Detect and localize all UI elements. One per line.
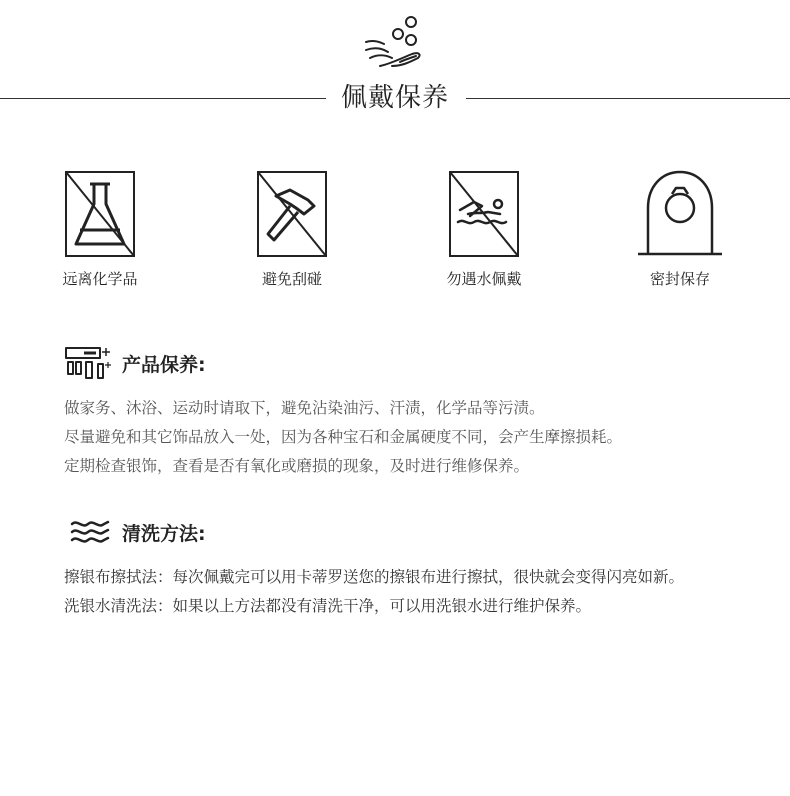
icon-label-water: 勿遇水佩戴 xyxy=(446,270,522,288)
waves-icon xyxy=(70,519,110,545)
jewelry-cleaner-icon xyxy=(62,342,114,380)
product-care-line-2: 尽量避免和其它饰品放入一处，因为各种宝石和金属硬度不同，会产生摩擦损耗。 xyxy=(64,428,623,446)
page-title: 佩戴保养 xyxy=(340,83,449,113)
product-care-line-1: 做家务、沐浴、运动时请取下，避免沾染油污、汗渍，化学品等污渍。 xyxy=(64,399,545,417)
chemical-flask-icon xyxy=(64,170,136,258)
cleaning-line-1: 擦银布擦拭法：每次佩戴完可以用卡蒂罗送您的擦银布进行擦拭，很快就会变得闪亮如新。 xyxy=(64,568,685,586)
hand-bubbles-icon xyxy=(362,14,428,70)
icon-label-chemical: 远离化学品 xyxy=(62,270,138,288)
product-care-line-3: 定期检查银饰，查看是否有氧化或磨损的现象，及时进行维修保养。 xyxy=(64,457,530,475)
icon-label-hammer: 避免刮碰 xyxy=(261,270,322,288)
swimming-icon xyxy=(448,170,520,258)
ring-box-icon xyxy=(634,168,726,258)
title-divider-right xyxy=(466,98,790,99)
cleaning-title: 清洗方法: xyxy=(122,523,206,545)
hammer-icon xyxy=(256,170,328,258)
cleaning-line-2: 洗银水清洗法：如果以上方法都没有清洗干净，可以用洗银水进行维护保养。 xyxy=(64,597,592,615)
product-care-title: 产品保养: xyxy=(122,354,206,376)
icon-label-storage: 密封保存 xyxy=(649,270,710,288)
